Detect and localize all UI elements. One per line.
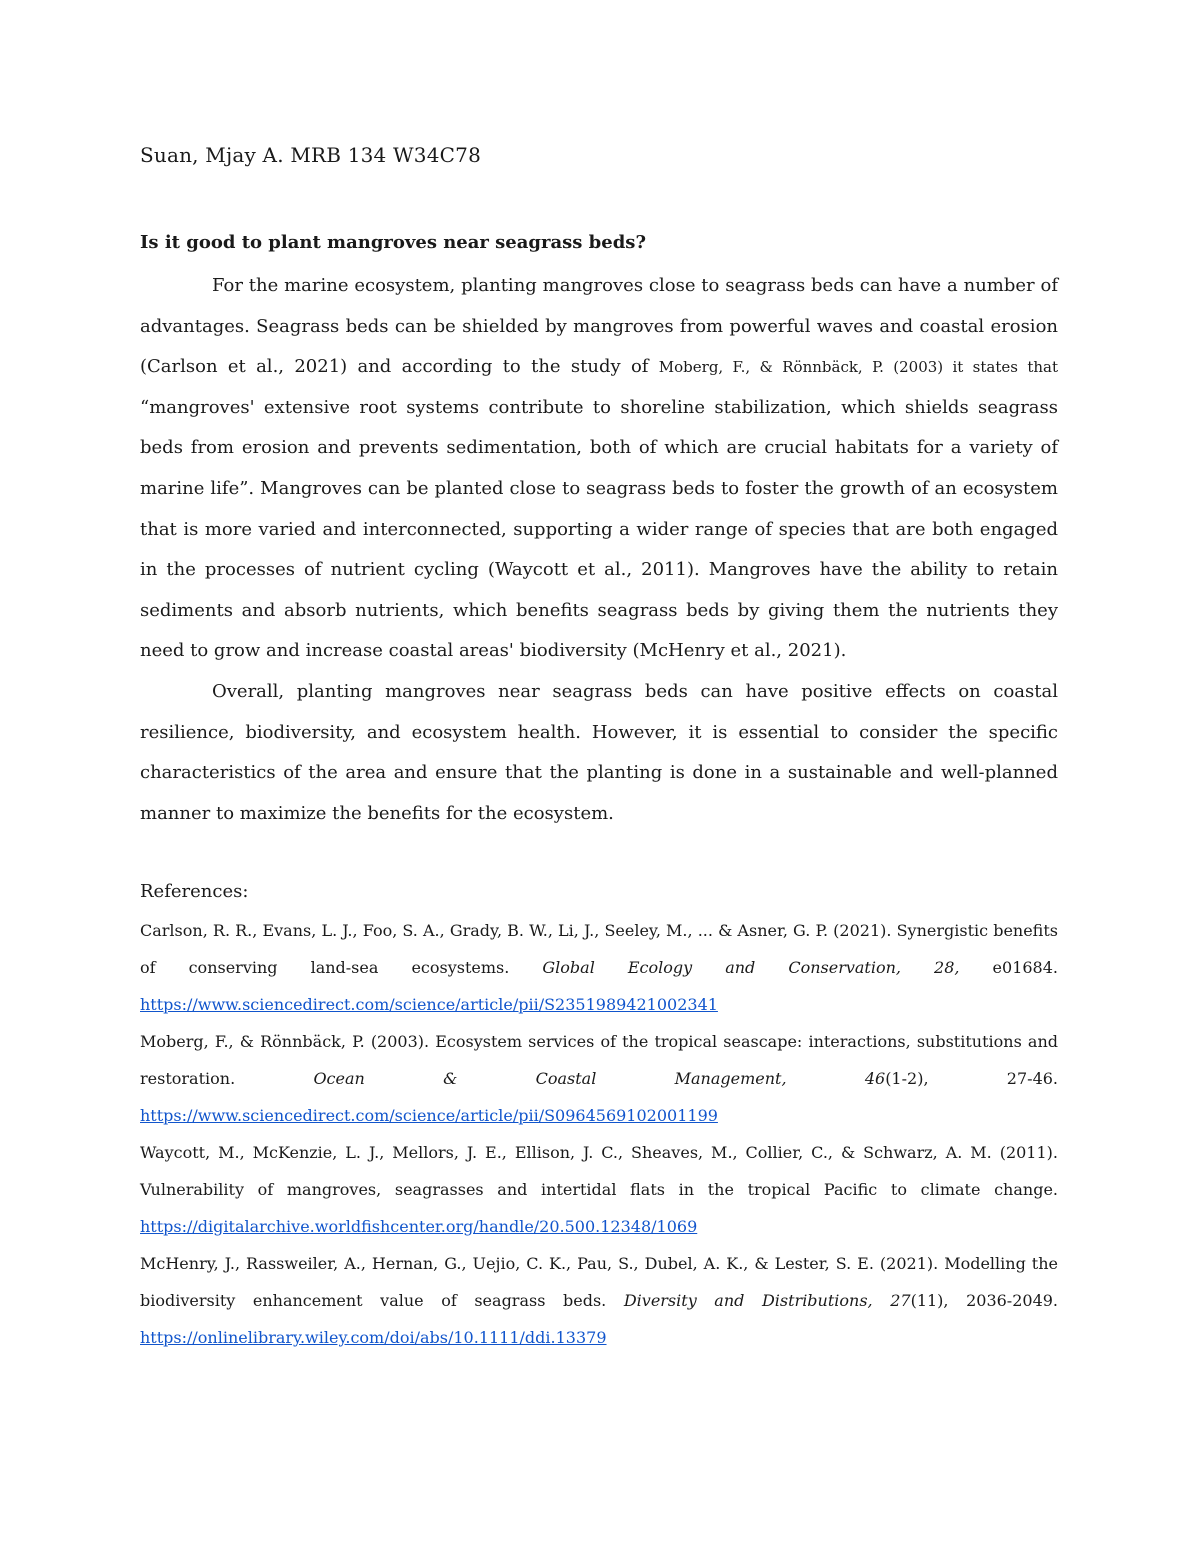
essay-question: Is it good to plant mangroves near seagrass beds? [140, 232, 646, 253]
reference-item [140, 1245, 1058, 1356]
reference-link[interactable]: https://www.sciencedirect.com/science/article/pii/S0964569102001199 [140, 1106, 718, 1125]
reference-authors: McHenry, J., Rassweiler, A., Hernan, G., Uejio, C. K., Pau, S., Dubel, A. K., & Lester, S. E. (2021). Modelling the biodiversity enhancement value of seagrass beds. [140, 1254, 1058, 1310]
student-header: Suan, Mjay A. MRB 134 W34C78 [140, 143, 482, 167]
reference-journal: Ocean & Coastal Management, 46 [313, 1069, 886, 1088]
reference-authors: Waycott, M., McKenzie, L. J., Mellors, J. E., Ellison, J. C., Sheaves, M., Collier, C., & Schwarz, A. M. (2011). Vulnerability of mangroves, seagrasses and intertidal flats in the tropical Pacific to climate change. [140, 1143, 1058, 1199]
paragraph-1-citation: Moberg, F., & Rönnbäck, P. (2003) it states that [658, 358, 1058, 377]
document-page [140, 0, 1058, 1553]
reference-link[interactable]: https://www.sciencedirect.com/science/article/pii/S2351989421002341 [140, 995, 718, 1014]
reference-journal: Diversity and Distributions, 27 [623, 1291, 911, 1310]
reference-journal: Global Ecology and Conservation, 28, [542, 958, 960, 977]
reference-item [140, 1023, 1058, 1134]
reference-details: (11), 2036-2049. [910, 1291, 1059, 1310]
reference-authors: Carlson, R. R., Evans, L. J., Foo, S. A., Grady, B. W., Li, J., Seeley, M., ... & Asner, G. P. (2021). Synergistic benefits of conserving land-sea ecosystems. [140, 921, 1058, 977]
paragraph-1-part-2: “mangroves' extensive root systems contribute to shoreline stabilization, which shields seagrass beds from erosion and prevents sedimentation, both of which are crucial habitats for a variety of marine life”. Mangroves can be planted close to seagrass beds to foster the growth of an ecosystem that is more varied and interconnected, supporting a wider range of species that are both engaged in the processes of nutrient cycling (Waycott et al., 2011). Mangroves have the ability to retain sediments and absorb nutrients, which benefits seagrass beds by giving them the nutrients they need to grow and increase coastal areas' biodiversity (McHenry et al., 2021). [140, 396, 1058, 662]
reference-details: e01684. [959, 958, 1058, 977]
reference-link[interactable]: https://digitalarchive.worldfishcenter.org/handle/20.500.12348/1069 [140, 1217, 698, 1236]
reference-details: (1-2), 27-46. [885, 1069, 1059, 1088]
paragraph-1-part-1: For the marine ecosystem, planting mangroves close to seagrass beds can have a number of advantages. Seagrass beds can be shielded by mangroves from powerful waves and coastal erosion (Carlson et al., 2021) and according to the study of [140, 275, 1058, 378]
reference-authors: Moberg, F., & Rönnbäck, P. (2003). Ecosystem services of the tropical seascape: interactions, substitutions and restoration. [140, 1032, 1058, 1088]
reference-item [140, 912, 1058, 1023]
reference-link[interactable]: https://onlinelibrary.wiley.com/doi/abs/10.1111/ddi.13379 [140, 1328, 607, 1347]
paragraph-1 [140, 266, 1058, 672]
reference-item [140, 1134, 1058, 1245]
essay-body [140, 266, 1058, 834]
references-heading: References: [140, 881, 249, 902]
paragraph-2: Overall, planting mangroves near seagrass beds can have positive effects on coastal resilience, biodiversity, and ecosystem health. However, it is essential to consider the specific characteristics of the area and ensure that the planting is done in a sustainable and well-planned manner to maximize the benefits for the ecosystem. [140, 680, 1058, 824]
references-section [140, 876, 1058, 1356]
